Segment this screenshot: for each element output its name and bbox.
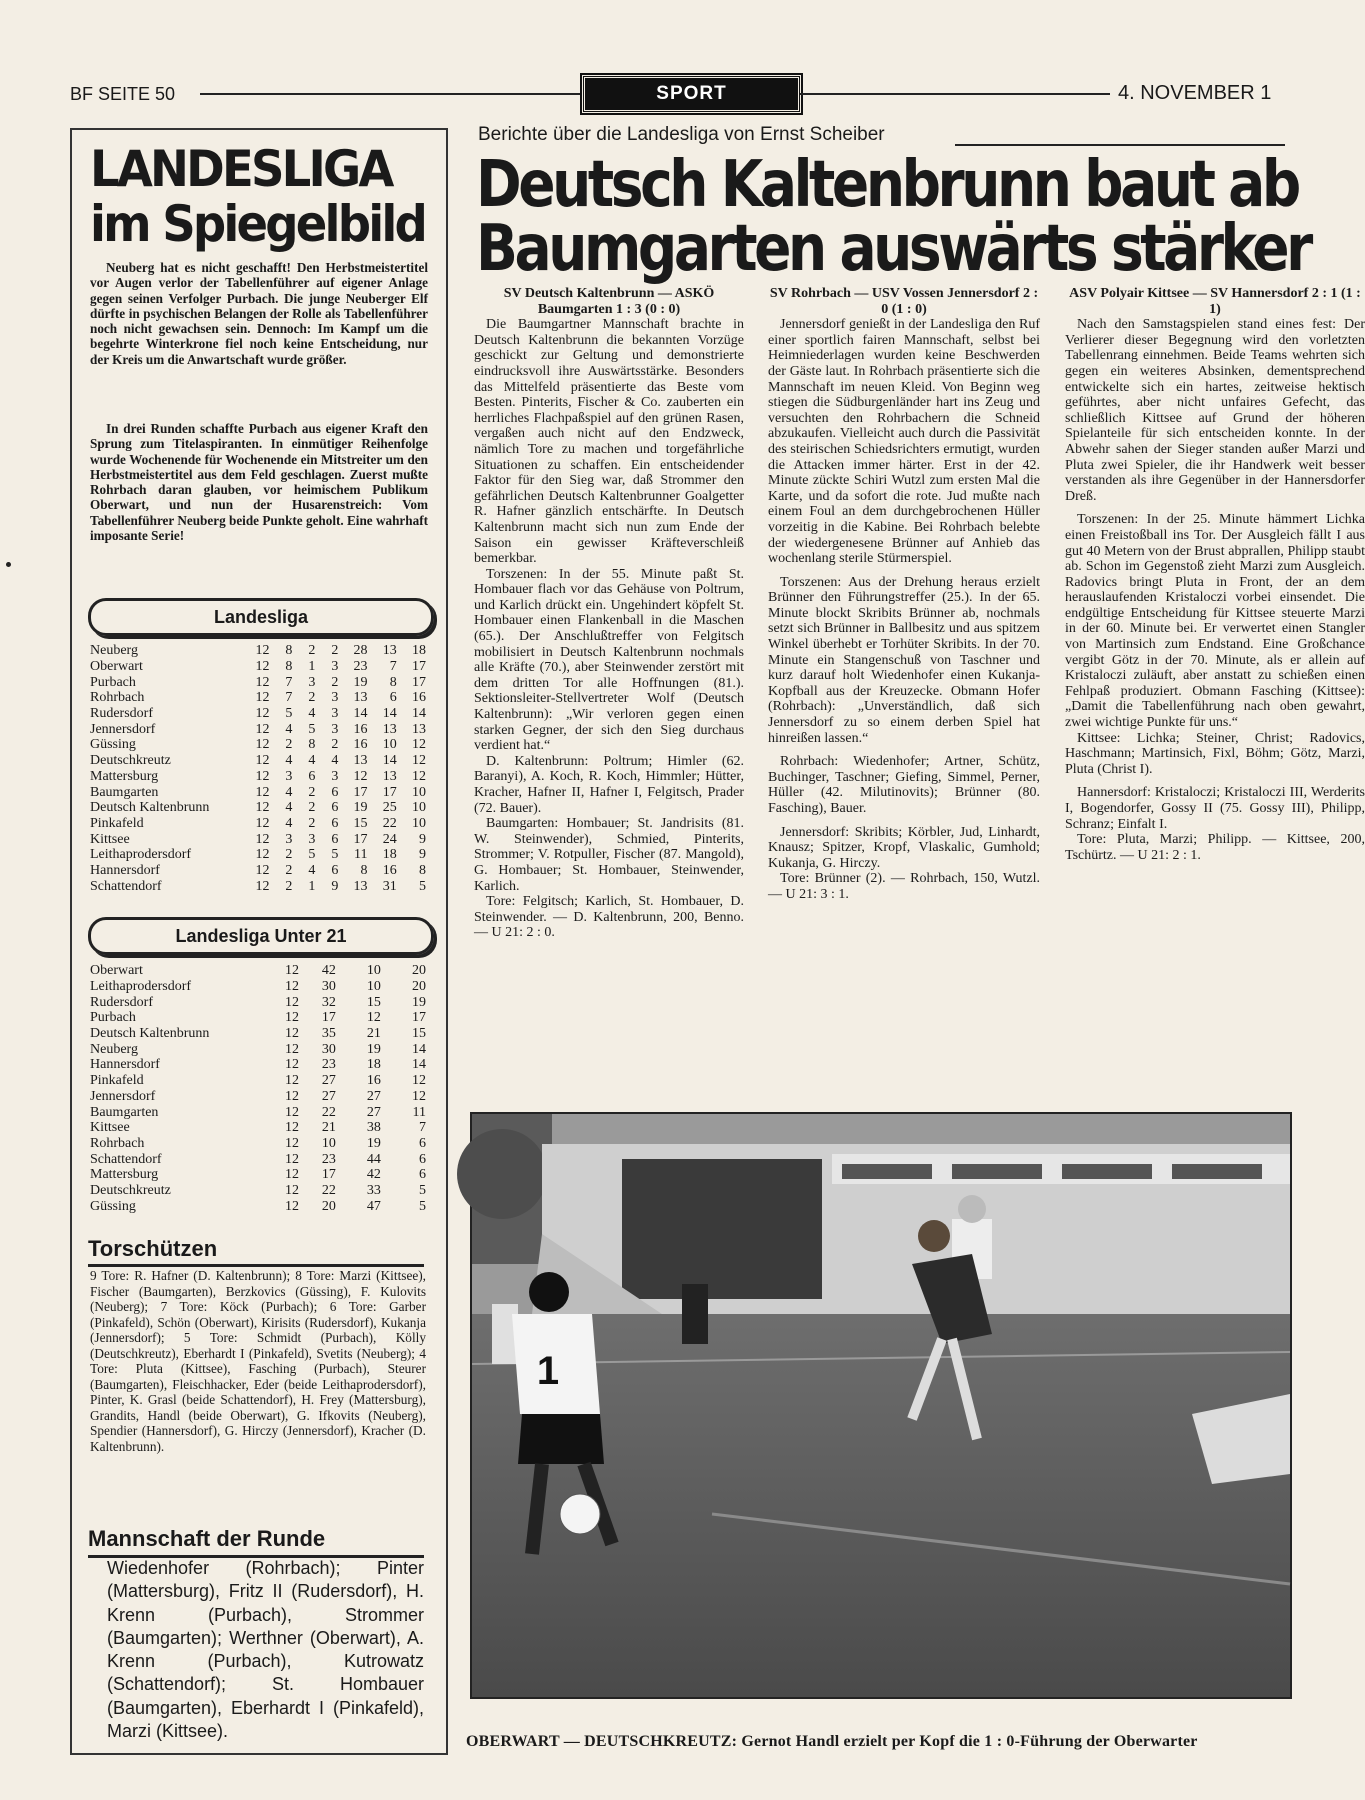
stat-cell: 12 [412, 768, 426, 784]
stat-cell: 19 [353, 674, 368, 690]
table-row [90, 963, 426, 979]
stat-cell: 4 [285, 784, 293, 800]
stat-cell: 12 [255, 690, 270, 706]
stat-cell: 8 [285, 659, 293, 675]
stat-cell: 12 [284, 1104, 299, 1120]
stat-cell: 4 [285, 753, 293, 769]
standings-title: Landesliga [88, 598, 434, 636]
stat-cell: 16 [412, 690, 426, 706]
stat-cell: 3 [331, 659, 339, 675]
table-row [90, 800, 426, 816]
table-row [90, 994, 426, 1010]
stat-cell: 9 [419, 831, 426, 847]
stat-cell: 6 [331, 800, 339, 816]
stat-cell: 12 [284, 1151, 299, 1167]
stat-cell: 8 [419, 862, 426, 878]
stat-cell: 27 [321, 1073, 336, 1089]
table-row [90, 1120, 426, 1136]
stat-cell: 31 [382, 878, 397, 894]
team-name: Schattendorf [90, 1151, 162, 1167]
table-row [90, 831, 426, 847]
stat-cell: 8 [360, 862, 368, 878]
team-name: Güssing [90, 1198, 136, 1214]
stat-cell: 4 [308, 706, 316, 722]
stat-cell: 7 [419, 1120, 426, 1136]
stat-cell: 10 [412, 800, 426, 816]
stat-cell: 27 [366, 1104, 381, 1120]
stat-cell: 3 [331, 690, 339, 706]
stat-cell: 12 [284, 979, 299, 995]
stat-cell: 32 [321, 994, 336, 1010]
stat-cell: 12 [255, 862, 270, 878]
team-name: Kittsee [90, 831, 130, 847]
stat-cell: 12 [255, 659, 270, 675]
stat-cell: 6 [331, 784, 339, 800]
match-facts: Tore: Brünner (2). — Rohrbach, 150, Wutzl. — U 21: 3 : 1. [768, 871, 1040, 902]
stat-cell: 44 [366, 1151, 381, 1167]
stat-cell: 19 [366, 1041, 381, 1057]
stat-cell: 8 [285, 643, 293, 659]
stat-cell: 1 [308, 659, 316, 675]
team-name: Leithaprodersdorf [90, 847, 192, 863]
stat-cell: 17 [382, 784, 397, 800]
match-photo [470, 1112, 1292, 1699]
header-rule [800, 93, 1110, 95]
stat-cell: 10 [321, 1135, 336, 1151]
report-paragraph: Nach den Samstagspielen stand eines fest: Der Verlierer dieser Begegnung wird den vorletzten Tabellenrang einnehmen. Beide Teams wehrten sich gegen ein weiteres Absinken, dementsprechend entwickelte sich ein hartes, zeitweise hektisch geführtes, aber nicht unfaires Gefecht, das schließlich Kittsee auf Grund der höheren Spielanteile für sich entscheiden konnte. In der Abwehr sahen der Sieger standen außer Marzi und Pluta zwei Spieler, die ihr Handwerk weit besser verstanden als ihre Gegenüber in der Hannersdorfer Dreß. [1065, 317, 1365, 504]
lineup: Rohrbach: Wiedenhofer; Artner, Schütz, Buchinger, Taschner; Giefing, Simmel, Perner, Hüller (42. Milutinovits); Brünner (80. Fasching), Bauer. [768, 754, 1040, 816]
table-row [90, 1183, 426, 1199]
team-name: Baumgarten [90, 1104, 159, 1120]
team-name: Oberwart [90, 659, 143, 675]
stat-cell: 12 [255, 706, 270, 722]
stat-cell: 14 [353, 706, 368, 722]
stat-cell: 14 [382, 706, 397, 722]
stat-cell: 35 [321, 1026, 336, 1042]
stat-cell: 20 [412, 963, 426, 979]
lineup: Kittsee: Lichka; Steiner, Christ; Radovics, Haschmann; Martinsich, Fixl, Böhm; Götz, Marzi, Pluta (Christ I). [1065, 730, 1365, 777]
stat-cell: 3 [331, 721, 339, 737]
stat-cell: 2 [308, 643, 316, 659]
football-scene-illustration [472, 1114, 1290, 1697]
table-row [90, 1136, 426, 1152]
stat-cell: 12 [255, 721, 270, 737]
stat-cell: 15 [412, 1026, 426, 1042]
scorers-list: 9 Tore: R. Hafner (D. Kaltenbrunn); 8 Tore: Marzi (Kittsee), Fischer (Baumgarten), Berzkovics (Güssing), F. Kulovits (Neuberg); 7 Tore: Köck (Purbach); 6 Tore: Garber (Pinkafeld), Schön (Oberwart), Kirisits (Rudersdorf), Kukanja (Jennersdorf); 5 Tore: Schmidt (Purbach), Kölly (Deutschkreutz), Eberhardt I (Pinkafeld), Svetits (Neuberg); 4 Tore: Pluta (Kittsee), Fasching (Purbach), Steurer (Baumgarten), Fleischhacker, Eder (beide Leithaprodersdorf), Pinter, K. Grasl (beide Schattendorf), H. Frey (Mattersburg), Grandits, Handl (beide Oberwart), G. Ifkovits (Neuberg), Spendier (Hannersdorf), G. Hirczy (Jennersdorf), Kracher (D. Kaltenbrunn). [90, 1268, 426, 1454]
stat-cell: 47 [366, 1198, 381, 1214]
stat-cell: 13 [353, 753, 368, 769]
stat-cell: 4 [285, 721, 293, 737]
stat-cell: 16 [353, 737, 368, 753]
stat-cell: 23 [321, 1057, 336, 1073]
stat-cell: 4 [308, 862, 316, 878]
stat-cell: 28 [353, 643, 368, 659]
stat-cell: 22 [382, 815, 397, 831]
match-report [768, 286, 1040, 903]
stat-cell: 2 [308, 690, 316, 706]
team-name: Deutsch Kaltenbrunn [90, 1026, 210, 1042]
header-rule [200, 93, 580, 95]
stat-cell: 12 [284, 1057, 299, 1073]
table-row [90, 1010, 426, 1026]
stat-cell: 15 [353, 815, 368, 831]
stat-cell: 3 [331, 768, 339, 784]
stat-cell: 12 [284, 1041, 299, 1057]
stat-cell: 12 [284, 1135, 299, 1151]
lineup: Baumgarten: Hombauer; St. Jandrisits (81. W. Steinwender), Schmied, Pinterits, Strommer; V. Rotpuller, Fischer (87. Mangold), G. Hombauer; St. Hombauer, Steinwender, Karlich. [474, 816, 744, 894]
stat-cell: 6 [419, 1167, 426, 1183]
photo-caption: OBERWART — DEUTSCHKREUTZ: Gernot Handl erzielt per Kopf die 1 : 0-Führung der Oberwarter [466, 1733, 1198, 1750]
stat-cell: 30 [321, 979, 336, 995]
team-name: Jennersdorf [90, 1088, 156, 1104]
table-row [90, 1104, 426, 1120]
stat-cell: 6 [331, 815, 339, 831]
table-row [90, 1151, 426, 1167]
stat-cell: 19 [366, 1135, 381, 1151]
stat-cell: 6 [419, 1135, 426, 1151]
stat-cell: 13 [353, 690, 368, 706]
stat-cell: 21 [321, 1120, 336, 1136]
section-label: SPORT [582, 75, 801, 113]
stat-cell: 42 [366, 1167, 381, 1183]
stat-cell: 12 [284, 1120, 299, 1136]
stat-cell: 4 [308, 753, 316, 769]
stat-cell: 22 [321, 1104, 336, 1120]
stat-cell: 14 [412, 1057, 426, 1073]
stat-cell: 12 [255, 737, 270, 753]
stat-cell: 6 [389, 690, 397, 706]
stat-cell: 17 [353, 831, 368, 847]
stat-cell: 12 [255, 815, 270, 831]
stat-cell: 12 [366, 1010, 381, 1026]
stat-cell: 5 [419, 1182, 426, 1198]
table-row [90, 1057, 426, 1073]
stat-cell: 12 [255, 800, 270, 816]
match-heading: ASV Polyair Kittsee — SV Hannersdorf 2 : 1 (1 : 1) [1069, 286, 1361, 317]
match-report [474, 286, 744, 941]
stat-cell: 11 [412, 1104, 426, 1120]
stat-cell: 12 [284, 1073, 299, 1089]
stat-cell: 6 [308, 768, 316, 784]
stat-cell: 13 [382, 721, 397, 737]
table-row [90, 1073, 426, 1089]
stat-cell: 7 [285, 674, 293, 690]
stat-cell: 12 [284, 1088, 299, 1104]
stat-cell: 7 [285, 690, 293, 706]
team-name: Hannersdorf [90, 862, 160, 878]
standings-table [90, 643, 426, 894]
stat-cell: 20 [321, 1198, 336, 1214]
stat-cell: 13 [412, 721, 426, 737]
stat-cell: 12 [284, 1198, 299, 1214]
table-row [90, 769, 426, 785]
stat-cell: 16 [382, 862, 397, 878]
stat-cell: 17 [412, 659, 426, 675]
stat-cell: 24 [382, 831, 397, 847]
stat-cell: 2 [285, 862, 293, 878]
stat-cell: 27 [321, 1088, 336, 1104]
team-name: Purbach [90, 1010, 136, 1026]
stat-cell: 3 [308, 831, 316, 847]
team-name: Rohrbach [90, 690, 145, 706]
u21-standings-table [90, 963, 426, 1214]
stat-cell: 5 [308, 721, 316, 737]
stat-cell: 17 [412, 1010, 426, 1026]
team-name: Oberwart [90, 963, 143, 979]
stat-cell: 9 [331, 878, 339, 894]
stat-cell: 8 [308, 737, 316, 753]
stat-cell: 30 [321, 1041, 336, 1057]
headline: Baumgarten auswärts stärker [476, 212, 1310, 286]
stat-cell: 12 [412, 753, 426, 769]
stat-cell: 3 [331, 706, 339, 722]
match-facts: Tore: Pluta, Marzi; Philipp. — Kittsee, 200, Tschürtz. — U 21: 2 : 1. [1065, 832, 1365, 863]
stat-cell: 5 [331, 847, 339, 863]
stat-cell: 12 [255, 784, 270, 800]
report-paragraph: Die Baumgartner Mannschaft brachte in Deutsch Kaltenbrunn die bekannten Vorzüge geschickt zur Geltung und demonstrierte eindrucksvoll ihre Auswärtsstärke. Besonders das Mittelfeld präsentierte das Beste vom Besten. Pinterits, Fischer & Co. zauberten ein herrliches Flachpaßspiel auf den grünen Rasen, vergaßen auch nicht auf den Endzweck, nämlich Tore zu machen und torgefährliche Situationen zu schaffen. Ein entscheidender Faktor für den Sieg war, daß Strommer den gefährlichen Deutsch Kaltenbrunner Goalgetter R. Hafner gänzlich entschärfte. In Deutsch Kaltenbrunn macht sich nun zum Ende der Saison ein gewisser Kräfteverschleiß bemerkbar. [474, 317, 744, 567]
stat-cell: 12 [255, 847, 270, 863]
report-paragraph: Torszenen: Aus der Drehung heraus erzielt Brünner den Führungstreffer (25.). In der 65. Minute blockt Skribits Brünner ab, nochmals setzt sich Brünner in Ballbesitz und aus spitzem Winkel überhebt er Torhüter Skribits. In der 70. Minute ein Stangenschuß von Taschner und kurz darauf holt Wiedenhofer einen Kukanja-Kopfball aus der Kreuzecke. Obmann Hofer (Rohrbach): „Unverständlich, daß sich Jennersdorf zu so einem derben Spiel hat hinreißen lassen.“ [768, 574, 1040, 746]
stat-cell: 17 [353, 784, 368, 800]
jersey-number: 1 [536, 1349, 560, 1393]
stat-cell: 2 [331, 737, 339, 753]
stat-cell: 12 [255, 674, 270, 690]
stat-cell: 12 [255, 878, 270, 894]
stat-cell: 27 [366, 1088, 381, 1104]
stat-cell: 12 [284, 963, 299, 979]
stat-cell: 18 [382, 847, 397, 863]
team-name: Deutsch Kaltenbrunn [90, 800, 210, 816]
stat-cell: 3 [285, 768, 293, 784]
table-row [90, 863, 426, 879]
team-name: Deutschkreutz [90, 1182, 171, 1198]
table-row [90, 1167, 426, 1183]
table-row [90, 643, 426, 659]
stat-cell: 4 [285, 815, 293, 831]
stat-cell: 38 [366, 1120, 381, 1136]
team-name: Neuberg [90, 643, 138, 659]
stat-cell: 4 [331, 753, 339, 769]
table-row [90, 784, 426, 800]
stat-cell: 33 [366, 1182, 381, 1198]
table-row [90, 816, 426, 832]
stat-cell: 11 [354, 847, 368, 863]
stat-cell: 12 [255, 831, 270, 847]
divider [88, 1264, 424, 1267]
lineup: Hannersdorf: Kristaloczi; Kristaloczi III, Werderits I, Bogendorfer, Gossy II (75. Gossy III), Philipp, Schranz; Einfalt I. [1065, 785, 1365, 832]
stat-cell: 13 [353, 878, 368, 894]
team-name: Baumgarten [90, 784, 159, 800]
table-row [90, 753, 426, 769]
stat-cell: 3 [308, 674, 316, 690]
stat-cell: 42 [321, 963, 336, 979]
stat-cell: 18 [412, 643, 426, 659]
article-kicker: Berichte über die Landesliga von Ernst Scheiber [478, 124, 885, 145]
stat-cell: 10 [366, 979, 381, 995]
lineup: Jennersdorf: Skribits; Körbler, Jud, Linhardt, Knausz; Spitzer, Kropf, Vlaskalic, Gumhold; Kukanja, G. Hirczy. [768, 824, 1040, 871]
table-row [90, 878, 426, 894]
stat-cell: 12 [284, 1010, 299, 1026]
team-name: Mattersburg [90, 1167, 159, 1183]
headline: Deutsch Kaltenbrunn baut ab [476, 148, 1298, 222]
stat-cell: 2 [285, 737, 293, 753]
stat-cell: 21 [366, 1026, 381, 1042]
table-row [90, 659, 426, 675]
stat-cell: 13 [382, 768, 397, 784]
team-name: Güssing [90, 737, 136, 753]
stat-cell: 8 [389, 674, 397, 690]
stat-cell: 5 [308, 847, 316, 863]
stat-cell: 17 [321, 1010, 336, 1026]
stat-cell: 12 [284, 1167, 299, 1183]
stat-cell: 2 [285, 878, 293, 894]
stat-cell: 14 [412, 1041, 426, 1057]
stat-cell: 2 [308, 800, 316, 816]
stat-cell: 23 [353, 659, 368, 675]
team-of-round-title: Mannschaft der Runde [88, 1526, 326, 1551]
stat-cell: 22 [321, 1182, 336, 1198]
team-name: Hannersdorf [90, 1057, 160, 1073]
team-name: Rudersdorf [90, 706, 153, 722]
stat-cell: 5 [285, 706, 293, 722]
stat-cell: 12 [353, 768, 368, 784]
stat-cell: 7 [389, 659, 397, 675]
stat-cell: 4 [285, 800, 293, 816]
stat-cell: 17 [412, 674, 426, 690]
match-heading: SV Deutsch Kaltenbrunn — ASKÖ Baumgarten 1 : 3 (0 : 0) [503, 286, 715, 317]
stat-cell: 5 [419, 1198, 426, 1214]
table-row [90, 690, 426, 706]
issue-date: 4. NOVEMBER 1 [1118, 82, 1272, 104]
stat-cell: 6 [419, 1151, 426, 1167]
binding-hole [6, 562, 11, 567]
stat-cell: 12 [255, 753, 270, 769]
table-row [90, 706, 426, 722]
team-name: Schattendorf [90, 878, 162, 894]
team-name: Pinkafeld [90, 1073, 144, 1089]
lineup: D. Kaltenbrunn: Poltrum; Himler (62. Baranyi), A. Koch, R. Koch, Himmler; Hütter, Kracher, Hafner II, Hafner I, Felgitsch, Prader (72. Bauer). [474, 753, 744, 816]
report-paragraph: Torszenen: In der 25. Minute hämmert Lichka einen Freistoßball ins Tor. Der Ausgleich fällt I aus gut 40 Metern von der Brust abprallen, Philipp staubt ab. Schon im Gegenstoß zieht Marzi zum Ausgleich. Radovics bringt Pluta in Front, der an dem herauslaufenden Kristaloczi vorbei einsendet. Die endgültige Entscheidung für Kittsee steuerte Marzi in der 60. Minute bei. Er verwertet einen Stangler von Martinsich zum Endstand. Eine Großchance vergibt Götz in der 70. Minute, als er allein auf Kristaloczi zuläuft, aber anstatt zu schießen einen Fehlpaß produziert. Obmann Fasching (Kittsee): „Damit die Tabellenführung nach oben gewahrt, zwei wichtige Punkte für uns.“ [1065, 512, 1365, 731]
stat-cell: 14 [382, 753, 397, 769]
team-name: Rudersdorf [90, 994, 153, 1010]
stat-cell: 10 [366, 963, 381, 979]
match-report [1065, 286, 1365, 1086]
table-row [90, 674, 426, 690]
stat-cell: 2 [331, 674, 339, 690]
stat-cell: 10 [412, 784, 426, 800]
stat-cell: 9 [419, 847, 426, 863]
table-row [90, 1089, 426, 1105]
team-name: Neuberg [90, 1041, 138, 1057]
team-name: Rohrbach [90, 1135, 145, 1151]
table-row [90, 721, 426, 737]
sidebar-intro: Neuberg hat es nicht geschafft! Den Herbstmeistertitel vor Augen verlor der Tabellenführer auf eigener Anlage gegen seinen Verfolger Purbach. Die junge Neuberger Elf dürfte in psychischen Belangen der Rolle als Tabellenführer noch nicht gewachsen sein. Dennoch: Im Kampf um die begehrte Winterkrone fiel noch keine Entscheidung, nur der Kreis um die Anwartschaft wurde größer. [90, 260, 428, 367]
stat-cell: 12 [284, 994, 299, 1010]
stat-cell: 13 [382, 643, 397, 659]
table-row [90, 847, 426, 863]
sidebar-intro: In drei Runden schaffte Purbach aus eigener Kraft den Sprung zum Titelaspiranten. In einmütiger Reihenfolge wurde Wochenende für Wochenende ein Mitstreiter um den Herbstmeistertitel aus dem Feld geschlagen. Zuerst mußte Rohrbach daran glauben, vor heimischem Publikum Oberwart, und nun der Husarenstreich: Vom Tabellenführer Neuberg beide Punkte geholt. Eine wahrhaft imposante Serie! [90, 421, 428, 544]
stat-cell: 2 [308, 815, 316, 831]
table-row [90, 979, 426, 995]
report-paragraph: Jennersdorf genießt in der Landesliga den Ruf einer sportlich fairen Mannschaft, selbst bei Heimniederlagen wurden keine Beschwerden der Gäste laut. In Rohrbach präsentierte sich die Mannschaft im neuen Kleid. Von Beginn weg stiegen die Südburgenländer hart ins Zeug und versuchten den Rohrbachern die Schneid abzukaufen. Vielleicht auch durch die Passivität des steirischen Schiedsrichters ermutigt, wurden die Attacken immer härter. Erst in der 42. Minute zückte Schiri Wutzl zum ersten Mal die Karte, und da sofort die rote. Jud mußte nach einem Foul an dem durchgebrochenen Hüller vorzeitig in die Kabine. Bei Rohrbach belebte der wiedergenesene Brünner auf Anhieb das wochenlang sterile Stürmerspiel. [768, 317, 1040, 567]
stat-cell: 19 [353, 800, 368, 816]
stat-cell: 20 [412, 979, 426, 995]
sidebar-title: LANDESLIGA [90, 140, 392, 198]
stat-cell: 19 [412, 994, 426, 1010]
stat-cell: 12 [412, 737, 426, 753]
stat-cell: 25 [382, 800, 397, 816]
match-facts: Tore: Felgitsch; Karlich, St. Hombauer, D. Steinwender. — D. Kaltenbrunn, 200, Benno. — U 21: 2 : 0. [474, 894, 744, 941]
stat-cell: 10 [382, 737, 397, 753]
u21-standings-title: Landesliga Unter 21 [88, 917, 434, 955]
team-name: Deutschkreutz [90, 753, 171, 769]
kicker-rule [955, 144, 1285, 146]
sidebar-title: im Spiegelbild [90, 195, 425, 253]
scorers-title: Torschützen [88, 1236, 218, 1261]
stat-cell: 23 [321, 1151, 336, 1167]
stat-cell: 12 [412, 1088, 426, 1104]
stat-cell: 18 [366, 1057, 381, 1073]
stat-cell: 5 [419, 878, 426, 894]
stat-cell: 1 [308, 878, 316, 894]
team-of-round-list: Wiedenhofer (Rohrbach); Pinter (Mattersburg), Fritz II (Rudersdorf), H. Krenn (Purbach), Strommer (Baumgarten); Werthner (Oberwart), A. Krenn (Purbach), Kutrowatz (Schattendorf); St. Hombauer (Baumgarten), Eberhardt I (Pinkafeld), Marzi (Kittsee). [107, 1558, 424, 1742]
team-name: Mattersburg [90, 768, 159, 784]
table-row [90, 1026, 426, 1042]
stat-cell: 14 [412, 706, 426, 722]
team-name: Purbach [90, 674, 136, 690]
stat-cell: 12 [284, 1182, 299, 1198]
stat-cell: 12 [284, 1026, 299, 1042]
team-name: Kittsee [90, 1120, 130, 1136]
stat-cell: 12 [412, 1073, 426, 1089]
table-row [90, 1198, 426, 1214]
stat-cell: 6 [331, 831, 339, 847]
stat-cell: 6 [331, 862, 339, 878]
stat-cell: 12 [255, 643, 270, 659]
team-name: Leithaprodersdorf [90, 979, 192, 995]
match-heading: SV Rohrbach — USV Vossen Jennersdorf 2 : 0 (1 : 0) [769, 286, 1039, 317]
stat-cell: 2 [331, 643, 339, 659]
report-paragraph: Torszenen: In der 55. Minute paßt St. Hombauer flach vor das Gehäuse von Poltrum, und Karlich drückt ein. Ungehindert köpfelt St. Hombauer einen Flankenball in die Maschen (65.). Der Anschlußtreffer von Felgitsch mobilisiert in Deutsch Kaltenbrunn nochmals alle Kräfte (70.), aber Steinwender zerstört mit dem dritten Tor alle Hoffnungen (81.). Sektionsleiter-Stellvertreter Wolf (Deutsch Kaltenbrunn): „Wir verloren gegen einen starken Gegner, der sich den Sieg durchaus verdient hat.“ [474, 566, 744, 754]
stat-cell: 16 [366, 1073, 381, 1089]
stat-cell: 10 [412, 815, 426, 831]
stat-cell: 15 [366, 994, 381, 1010]
stat-cell: 12 [255, 768, 270, 784]
team-name: Jennersdorf [90, 721, 156, 737]
table-row [90, 737, 426, 753]
stat-cell: 3 [285, 831, 293, 847]
stat-cell: 17 [321, 1167, 336, 1183]
stat-cell: 16 [353, 721, 368, 737]
page-number: BF SEITE 50 [70, 84, 176, 104]
stat-cell: 2 [308, 784, 316, 800]
stat-cell: 2 [285, 847, 293, 863]
table-row [90, 1041, 426, 1057]
team-name: Pinkafeld [90, 815, 144, 831]
